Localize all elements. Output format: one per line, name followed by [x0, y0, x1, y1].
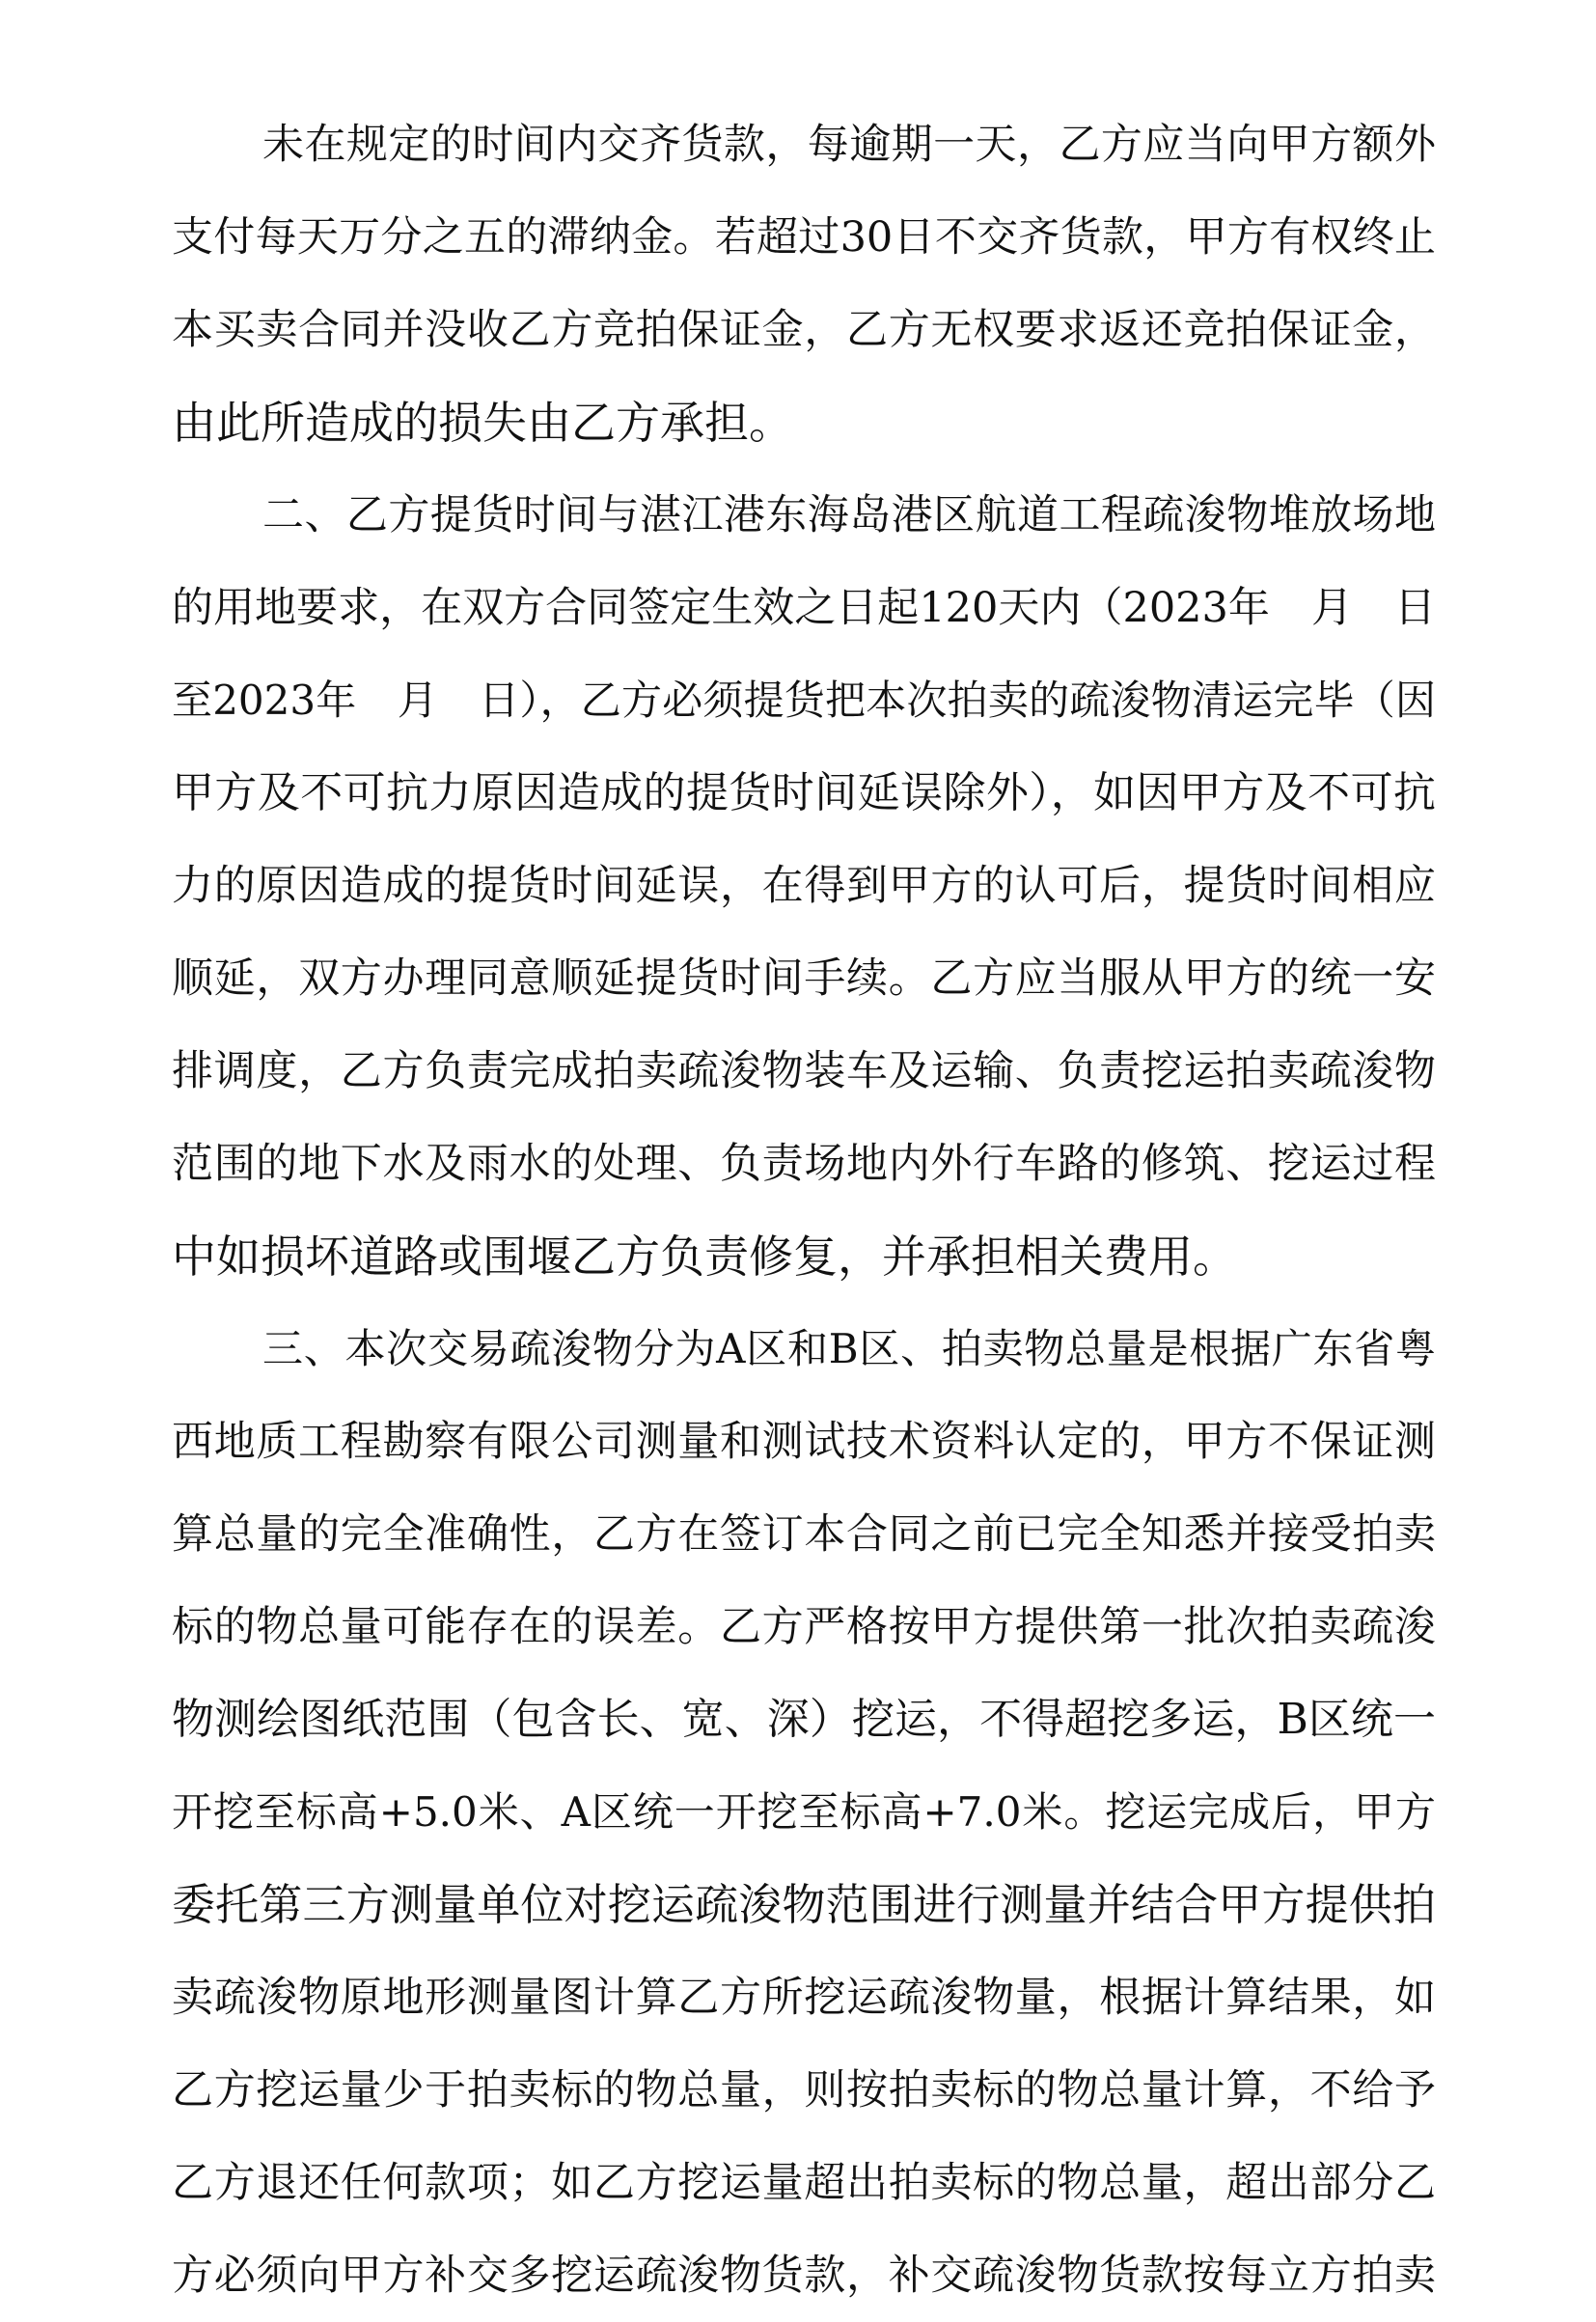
text-line: 甲方及不可抗力原因造成的提货时间延误除外），如因甲方及不可抗 — [172, 768, 1436, 817]
text-line: 范围的地下水及雨水的处理、负责场地内外行车路的修筑、挖运过程 — [172, 1140, 1436, 1188]
text-line: 由此所造成的损失由乙方承担。 — [172, 397, 793, 449]
text-line: 中如损坏道路或围堰乙方负责修复，并承担相关费用。 — [172, 1230, 1237, 1283]
paragraph-payment-penalty — [172, 98, 1436, 469]
text-line: 力的原因造成的提货时间延误，在得到甲方的认可后，提货时间相应 — [172, 862, 1436, 910]
text-line: 卖疏浚物原地形测量图计算乙方所挖运疏浚物量，根据计算结果，如 — [172, 1974, 1436, 2022]
text-line: 西地质工程勘察有限公司测量和测试技术资料认定的，甲方不保证测 — [172, 1418, 1436, 1466]
text-line: 方必须向甲方补交多挖运疏浚物货款，补交疏浚物货款按每立方拍卖 — [172, 2252, 1436, 2300]
text-line: 开挖至标高+5.0米、A区统一开挖至标高+7.0米。挖运完成后，甲方 — [172, 1788, 1436, 1836]
text-line: 乙方挖运量少于拍卖标的物总量，则按拍卖标的物总量计算，不给予 — [172, 2066, 1436, 2115]
text-line: 支付每天万分之五的滞纳金。若超过30日不交齐货款，甲方有权终止 — [172, 213, 1436, 262]
text-line: 标的物总量可能存在的误差。乙方严格按甲方提供第一批次拍卖疏浚 — [172, 1603, 1436, 1651]
text-line: 未在规定的时间内交齐货款，每逾期一天，乙方应当向甲方额外 — [262, 121, 1436, 169]
text-line: 委托第三方测量单位对挖运疏浚物范围进行测量并结合甲方提供拍 — [172, 1879, 1436, 1930]
paragraph-clause-2-pickup — [172, 469, 1436, 1303]
text-line: 本买卖合同并没收乙方竞拍保证金，乙方无权要求返还竞拍保证金， — [172, 306, 1436, 354]
text-line: 算总量的完全准确性，乙方在签订本合同之前已完全知悉并接受拍卖 — [172, 1510, 1436, 1559]
text-line: 三、本次交易疏浚物分为A区和B区、拍卖物总量是根据广东省粤 — [262, 1325, 1436, 1372]
text-line: 的用地要求，在双方合同签定生效之日起120天内（2023年 月 日 — [172, 584, 1436, 632]
contract-page — [172, 98, 1436, 2322]
text-line: 二、乙方提货时间与湛江港东海岛港区航道工程疏浚物堆放场地 — [262, 491, 1436, 539]
text-line: 至2023年 月 日），乙方必须提货把本次拍卖的疏浚物清运完毕（因 — [172, 677, 1436, 724]
text-line: 顺延，双方办理同意顺延提货时间手续。乙方应当服从甲方的统一安 — [172, 954, 1436, 1003]
paragraph-clause-3-quantity — [172, 1303, 1436, 2322]
text-line: 乙方退还任何款项；如乙方挖运量超出拍卖标的物总量，超出部分乙 — [172, 2159, 1436, 2207]
text-line: 排调度，乙方负责完成拍卖疏浚物装车及运输、负责挖运拍卖疏浚物 — [172, 1047, 1436, 1095]
text-line: 物测绘图纸范围（包含长、宽、深）挖运，不得超挖多运，B区统一 — [172, 1695, 1436, 1744]
